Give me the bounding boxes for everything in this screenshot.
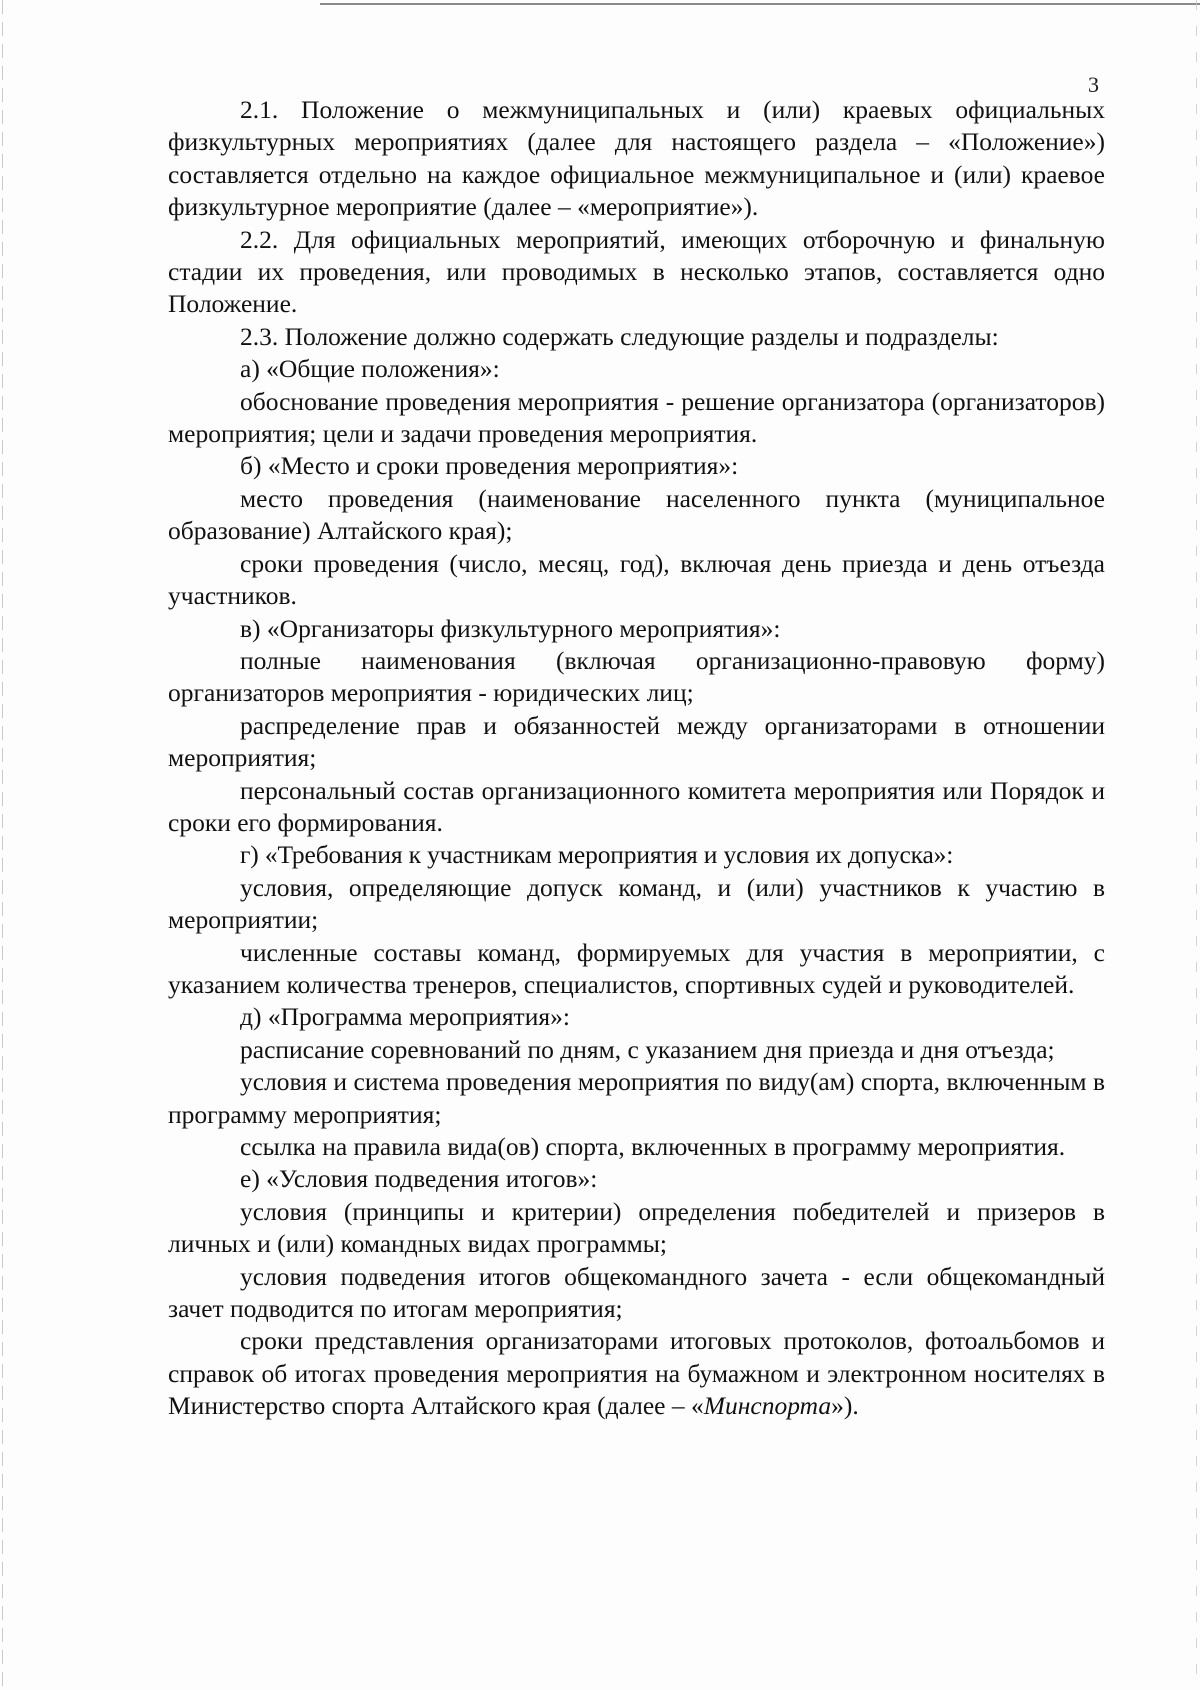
page-number: 3 — [1088, 72, 1099, 97]
section-v-item: распределение прав и обязанностей между организаторами в отношении мероприятия; — [168, 710, 1105, 773]
minsport-abbreviation: Минспорта — [703, 1391, 832, 1421]
scan-border-left — [2, 0, 3, 1690]
section-v-heading: в) «Организаторы физкультурного мероприятия»: — [240, 613, 781, 643]
section-v-item: полные наименования (включая организационно-правовую форму) организаторов мероприятия - юридических лиц; — [168, 645, 1105, 708]
section-g-heading: г) «Требования к участникам мероприятия и условия их допуска»: — [240, 840, 954, 870]
scan-border-top — [320, 3, 1200, 5]
section-a-heading: а) «Общие положения»: — [240, 354, 500, 384]
section-g-item: численные составы команд, формируемых для участия в мероприятии, с указанием количества тренеров, специалистов, спортивных судей и руководителей. — [168, 937, 1105, 999]
section-g-item: условия, определяющие допуск команд, и (или) участников к участию в мероприятии; — [168, 872, 1105, 935]
document-body — [168, 94, 1105, 1423]
paragraph-2-2: 2.2. Для официальных мероприятий, имеющих отборочную и финальную стадии их проведения, или проводимых в несколько этапов, составляется одно Положение. — [168, 224, 1105, 319]
section-d-item: ссылка на правила вида(ов) спорта, включенных в программу мероприятия. — [240, 1132, 1066, 1161]
paragraph-2-1: 2.1. Положение о межмуниципальных и (или) краевых официальных физкультурных мероприятиях (далее для настоящего раздела – «Положение») составляется отдельно на каждое официальное межмуниципальное и (или) краевое физкультурное мероприятие (далее – «мероприятие»). — [168, 95, 1105, 222]
last-paragraph-text: сроки представления организаторами итоговых протоколов, фотоальбомов и справок об итогах проведения мероприятия на бумажном и электронном носителях в Министерство спорта Алтайского края (далее – « — [168, 1326, 1105, 1421]
section-d-item: расписание соревнований по дням, с указанием дня приезда и дня отъезда; — [240, 1034, 1055, 1064]
section-b-item: сроки проведения (число, месяц, год), включая день приезда и день отъезда участников. — [168, 548, 1105, 611]
section-e-heading: е) «Условия подведения итогов»: — [240, 1164, 598, 1194]
section-b-item: место проведения (наименование населенного пункта (муниципальное образование) Алтайского края); — [168, 483, 1105, 546]
last-paragraph-tail: »). — [831, 1391, 859, 1421]
section-d-heading: д) «Программа мероприятия»: — [240, 1002, 570, 1032]
section-a-item: обоснование проведения мероприятия - решение организатора (организаторов) мероприятия; цели и задачи проведения мероприятия. — [168, 386, 1105, 449]
section-e-item: условия (принципы и критерии) определения победителей и призеров в личных и (или) командных видах программы; — [168, 1196, 1105, 1259]
section-d-item: условия и система проведения мероприятия по виду(ам) спорта, включенным в программу мероприятия; — [168, 1067, 1105, 1129]
section-v-item: персональный состав организационного комитета мероприятия или Порядок и сроки его формирования. — [168, 775, 1105, 837]
section-b-heading: б) «Место и сроки проведения мероприятия»: — [240, 451, 739, 481]
scan-border-right — [1196, 0, 1197, 1690]
section-e-item-last — [168, 1325, 1105, 1422]
paragraph-2-3: 2.3. Положение должно содержать следующие разделы и подразделы: — [240, 321, 999, 351]
section-e-item: условия подведения итогов общекомандного зачета - если общекомандный зачет подводится по итогам мероприятия; — [168, 1261, 1105, 1324]
